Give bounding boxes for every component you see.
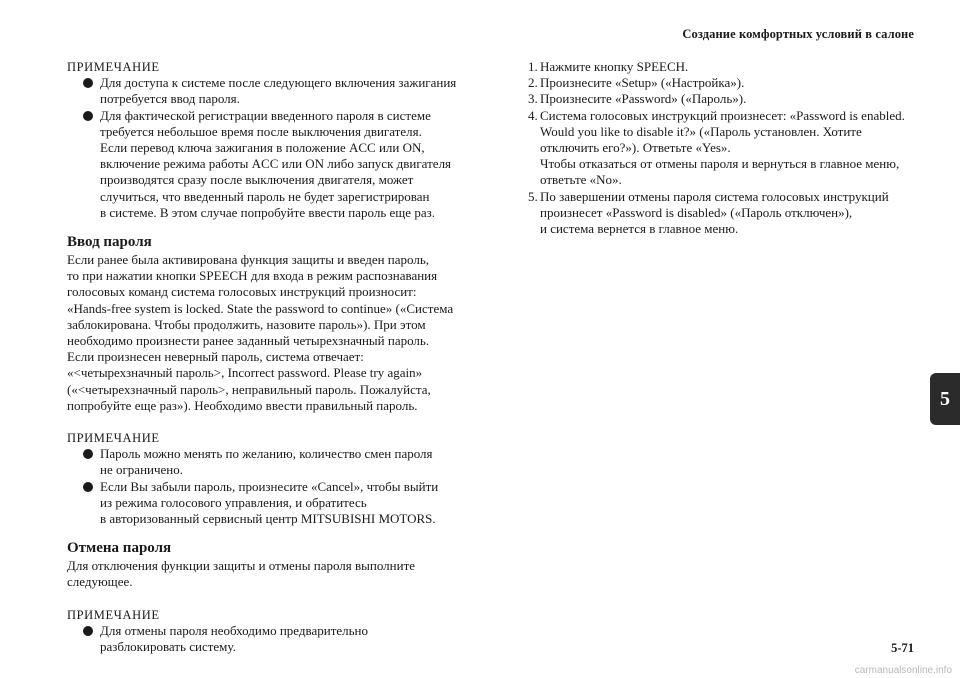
body-line: Для отключения функции защиты и отмены пароля выполните [67, 558, 416, 574]
step-text: Произнесите «Setup» («Настройка»). [540, 75, 745, 91]
step-item [528, 75, 928, 91]
note-list [67, 75, 487, 221]
body-line: «<четырехзначный пароль>, Incorrect password. Please try again» [67, 365, 423, 381]
bullet-icon [83, 626, 93, 636]
watermark: carmanualsonline.info [854, 665, 952, 676]
note-text: Если Вы забыли пароль, произнесите «Cancel», чтобы выйти [100, 478, 439, 494]
step-text: произнесет «Password is disabled» («Пароль отключен»), [540, 204, 853, 220]
step-text: Чтобы отказаться от отмены пароля и вернуться в главное меню, [540, 156, 900, 172]
bullet-icon [83, 482, 93, 492]
note-item [67, 108, 487, 221]
note-text: в системе. В этом случае попробуйте ввести пароль еще раз. [100, 204, 435, 220]
bullet-icon [83, 111, 93, 121]
note-text: Пароль можно менять по желанию, количество смен пароля [100, 446, 433, 462]
steps-list [528, 59, 928, 237]
step-item [528, 91, 928, 107]
note-text: не ограничено. [100, 462, 184, 478]
note-item [67, 75, 487, 107]
body-line: попробуйте еще раз»). Необходимо ввести правильный пароль. [67, 397, 418, 413]
step-text: отключить его?»). Ответьте «Yes». [540, 140, 731, 156]
right-column [528, 59, 928, 237]
step-number: 5. [528, 188, 538, 204]
note-item [67, 479, 487, 528]
note-text: требуется небольшое время после выключения двигателя. [100, 123, 422, 139]
body-line: следующее. [67, 574, 133, 590]
note-block-3 [67, 607, 487, 656]
note-item [67, 623, 487, 655]
chapter-tab: 5 [930, 373, 960, 425]
body-line: заблокирована. Чтобы продолжить, назовите пароль»). При этом [67, 316, 426, 332]
step-text: По завершении отмены пароля система голосовых инструкций [540, 188, 889, 204]
step-text: ответьте «No». [540, 172, 622, 188]
step-number: 4. [528, 107, 538, 123]
step-text: Произнесите «Password» («Пароль»). [540, 91, 747, 107]
note-text: Если перевод ключа зажигания в положение ACC или ON, [100, 140, 425, 156]
section-password-entry [67, 233, 487, 414]
note-block-2 [67, 430, 487, 527]
note-block-1 [67, 59, 487, 221]
step-number: 3. [528, 91, 538, 107]
step-text: Система голосовых инструкций произнесет: «Password is enabled. [540, 107, 905, 123]
step-number: 2. [528, 75, 538, 91]
step-number: 1. [528, 59, 538, 74]
body-line: Если ранее была активирована функция защиты и введен пароль, [67, 252, 430, 268]
step-item [528, 189, 928, 238]
note-label: ПРИМЕЧАНИЕ [67, 607, 160, 622]
section-password-cancel [67, 539, 487, 590]
note-list [67, 446, 487, 527]
section-heading: Отмена пароля [67, 540, 172, 557]
note-text: из режима голосового управления, и обратитесь [100, 494, 367, 510]
note-text: разблокировать систему. [100, 639, 236, 655]
page-number: 5-71 [891, 641, 914, 655]
step-text: и система вернется в главное меню. [540, 221, 739, 237]
note-label: ПРИМЕЧАНИЕ [67, 431, 160, 446]
note-item [67, 446, 487, 478]
note-text: включение режима работы ACC или ON либо запуск двигателя [100, 156, 452, 172]
bullet-icon [83, 78, 93, 88]
note-text: в авторизованный сервисный центр MITSUBISHI MOTORS. [100, 511, 436, 527]
body-line: («<четырехзначный пароль>, неправильный пароль. Пожалуйста, [67, 381, 431, 397]
note-text: потребуется ввод пароля. [100, 91, 240, 107]
step-item [528, 108, 928, 189]
note-label: ПРИМЕЧАНИЕ [67, 60, 160, 74]
note-text: Для доступа к системе после следующего включения зажигания [100, 75, 457, 91]
body-line: «Hands-free system is locked. State the password to continue» («Система [67, 300, 454, 316]
body-line: голосовых команд система голосовых инструкций произносит: [67, 284, 417, 300]
section-heading: Ввод пароля [67, 234, 152, 251]
body-line: необходимо произнести ранее заданный четырехзначный пароль. [67, 333, 430, 349]
note-text: Для фактической регистрации введенного пароля в системе [100, 107, 431, 123]
step-item [528, 59, 928, 75]
note-text: Для отмены пароля необходимо предварительно [100, 622, 369, 638]
note-text: производятся сразу после выключения двигателя, может [100, 172, 414, 188]
note-text: случиться, что введенный пароль не будет зарегистрирован [100, 188, 430, 204]
body-line: Если произнесен неверный пароль, система отвечает: [67, 349, 364, 365]
note-list [67, 623, 487, 655]
running-header: Создание комфортных условий в салоне [682, 27, 914, 41]
step-text: Нажмите кнопку SPEECH. [540, 59, 689, 74]
left-column [67, 59, 487, 655]
step-text: Would you like to disable it?» («Пароль установлен. Хотите [540, 123, 862, 139]
bullet-icon [83, 449, 93, 459]
body-line: то при нажатии кнопки SPEECH для входа в режим распознавания [67, 268, 438, 284]
